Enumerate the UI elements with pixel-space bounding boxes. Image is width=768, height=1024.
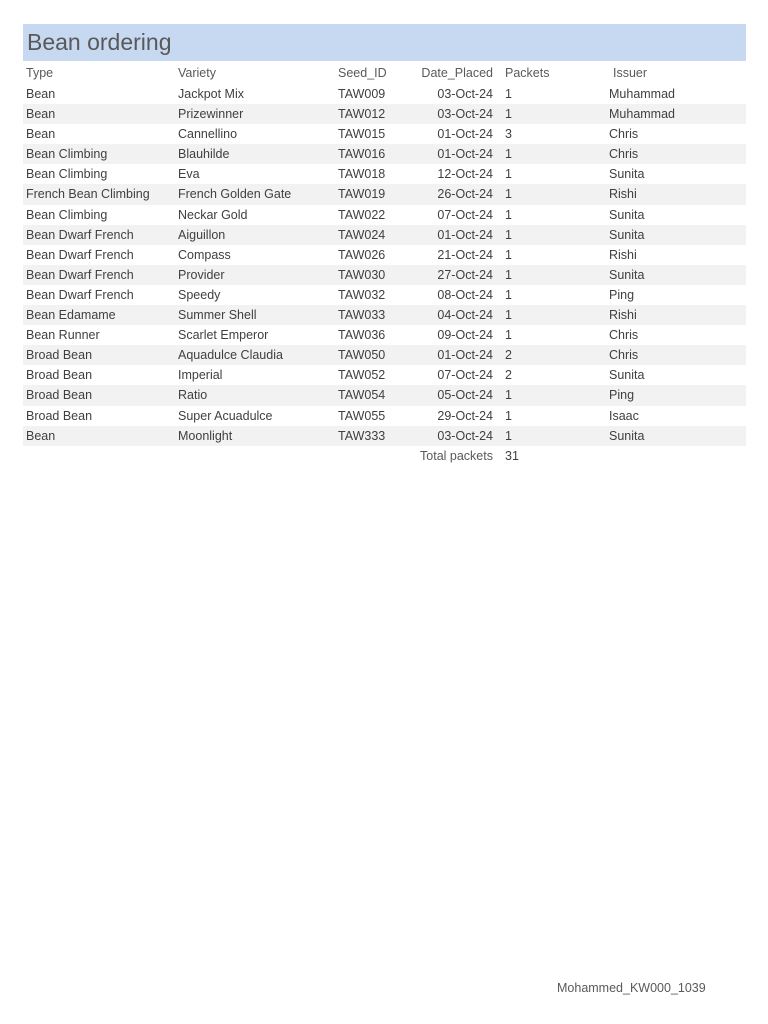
cell-variety: Ratio xyxy=(175,385,335,405)
cell-date-placed: 29-Oct-24 xyxy=(437,408,493,423)
cell-date-placed: 08-Oct-24 xyxy=(437,287,493,302)
cell-issuer: Chris xyxy=(609,127,639,142)
cell-seed-id: TAW022 xyxy=(338,207,386,222)
cell-issuer: Chris xyxy=(609,328,639,343)
header-seed-id: Seed_ID xyxy=(338,66,387,80)
cell-issuer: Sunita xyxy=(605,225,746,245)
cell-date-placed: 12-Oct-24 xyxy=(437,167,493,182)
cell-seed-id: TAW012 xyxy=(335,104,405,124)
cell-seed-id: TAW009 xyxy=(338,87,386,101)
cell-date-placed: 26-Oct-24 xyxy=(405,184,501,204)
header-date-placed: Date_Placed xyxy=(421,66,493,80)
cell-issuer: Muhammad xyxy=(609,87,675,101)
cell-issuer: Sunita xyxy=(605,426,746,446)
cell-issuer: Rishi xyxy=(609,247,637,262)
cell-issuer: Ping xyxy=(609,287,635,302)
cell-packets: 1 xyxy=(505,287,512,302)
cell-seed-id: TAW054 xyxy=(335,385,405,405)
cell-variety: Compass xyxy=(178,247,231,262)
cell-type: Bean Edamame xyxy=(23,305,175,325)
cell-variety: Blauhilde xyxy=(175,144,335,164)
cell-type: Bean xyxy=(23,104,175,124)
total-value: 31 xyxy=(505,448,519,463)
cell-variety: Summer Shell xyxy=(175,305,335,325)
cell-variety: Provider xyxy=(175,265,335,285)
cell-packets: 1 xyxy=(501,265,605,285)
cell-date-placed: 04-Oct-24 xyxy=(405,305,501,325)
cell-packets: 1 xyxy=(505,207,512,222)
cell-seed-id: TAW015 xyxy=(338,127,386,142)
cell-variety: Imperial xyxy=(178,368,223,383)
cell-seed-id: TAW026 xyxy=(338,247,386,262)
cell-packets: 1 xyxy=(501,184,605,204)
cell-type: Bean Dwarf French xyxy=(26,287,134,302)
cell-issuer: Rishi xyxy=(605,305,746,325)
cell-issuer: Ping xyxy=(605,385,746,405)
cell-seed-id: TAW050 xyxy=(335,345,405,365)
cell-packets: 1 xyxy=(501,385,605,405)
cell-date-placed: 07-Oct-24 xyxy=(437,207,493,222)
cell-type: Bean xyxy=(26,87,56,101)
header-type: Type xyxy=(26,66,54,80)
cell-date-placed: 07-Oct-24 xyxy=(437,368,493,383)
cell-variety: Neckar Gold xyxy=(178,207,248,222)
cell-packets: 1 xyxy=(501,104,605,124)
cell-variety: Scarlet Emperor xyxy=(178,328,269,343)
cell-packets: 1 xyxy=(501,305,605,325)
cell-packets: 1 xyxy=(505,167,512,182)
report-title: Bean ordering xyxy=(27,29,172,55)
cell-type: Broad Bean xyxy=(23,345,175,365)
orders-table xyxy=(23,61,746,466)
cell-type: French Bean Climbing xyxy=(23,184,175,204)
cell-variety: Speedy xyxy=(178,287,221,302)
cell-variety: Jackpot Mix xyxy=(178,87,244,101)
cell-type: Broad Bean xyxy=(26,368,93,383)
cell-issuer: Chris xyxy=(605,144,746,164)
cell-type: Broad Bean xyxy=(26,408,93,423)
cell-date-placed: 03-Oct-24 xyxy=(405,426,501,446)
cell-packets: 1 xyxy=(505,247,512,262)
cell-date-placed: 09-Oct-24 xyxy=(437,328,493,343)
cell-packets: 1 xyxy=(501,426,605,446)
cell-type: Bean Dwarf French xyxy=(23,225,175,245)
cell-type: Bean Runner xyxy=(26,328,100,343)
cell-date-placed: 01-Oct-24 xyxy=(405,144,501,164)
report-title-bar xyxy=(23,24,746,61)
cell-variety: Prizewinner xyxy=(175,104,335,124)
cell-issuer: Muhammad xyxy=(605,104,746,124)
cell-seed-id: TAW052 xyxy=(338,368,386,383)
cell-issuer: Chris xyxy=(605,345,746,365)
cell-variety: Cannellino xyxy=(178,127,238,142)
cell-packets: 1 xyxy=(505,87,512,101)
cell-variety: French Golden Gate xyxy=(175,184,335,204)
cell-seed-id: TAW033 xyxy=(335,305,405,325)
cell-date-placed: 01-Oct-24 xyxy=(405,225,501,245)
cell-issuer: Rishi xyxy=(605,184,746,204)
report xyxy=(23,24,746,466)
cell-type: Bean xyxy=(23,426,175,446)
cell-issuer: Sunita xyxy=(605,265,746,285)
cell-issuer: Sunita xyxy=(609,207,645,222)
cell-seed-id: TAW018 xyxy=(338,167,386,182)
cell-seed-id: TAW016 xyxy=(335,144,405,164)
cell-packets: 2 xyxy=(505,368,512,383)
cell-variety: Aiguillon xyxy=(175,225,335,245)
total-label: Total packets xyxy=(420,448,493,463)
cell-seed-id: TAW333 xyxy=(335,426,405,446)
cell-packets: 1 xyxy=(505,408,512,423)
cell-packets: 3 xyxy=(505,127,512,142)
cell-variety: Moonlight xyxy=(175,426,335,446)
cell-packets: 1 xyxy=(501,225,605,245)
cell-seed-id: TAW024 xyxy=(335,225,405,245)
cell-date-placed: 21-Oct-24 xyxy=(437,247,493,262)
cell-type: Bean Dwarf French xyxy=(23,265,175,285)
cell-issuer: Sunita xyxy=(609,368,645,383)
cell-type: Bean Dwarf French xyxy=(26,247,134,262)
cell-issuer: Isaac xyxy=(609,408,639,423)
cell-variety: Aquadulce Claudia xyxy=(175,345,335,365)
cell-date-placed: 03-Oct-24 xyxy=(405,104,501,124)
cell-seed-id: TAW019 xyxy=(335,184,405,204)
cell-type: Bean xyxy=(26,127,56,142)
cell-seed-id: TAW032 xyxy=(338,287,386,302)
cell-packets: 1 xyxy=(501,144,605,164)
cell-type: Bean Climbing xyxy=(23,144,175,164)
cell-type: Bean Climbing xyxy=(26,167,108,182)
cell-seed-id: TAW055 xyxy=(338,408,386,423)
cell-date-placed: 27-Oct-24 xyxy=(405,265,501,285)
cell-date-placed: 01-Oct-24 xyxy=(405,345,501,365)
cell-variety: Eva xyxy=(178,167,200,182)
cell-type: Broad Bean xyxy=(23,385,175,405)
cell-packets: 2 xyxy=(501,345,605,365)
cell-issuer: Sunita xyxy=(609,167,645,182)
cell-date-placed: 01-Oct-24 xyxy=(437,127,493,142)
cell-date-placed: 03-Oct-24 xyxy=(437,87,493,101)
header-variety: Variety xyxy=(178,66,216,80)
cell-seed-id: TAW036 xyxy=(338,328,386,343)
cell-date-placed: 05-Oct-24 xyxy=(405,385,501,405)
cell-seed-id: TAW030 xyxy=(335,265,405,285)
header-issuer: Issuer xyxy=(613,66,648,80)
cell-variety: Super Acuadulce xyxy=(178,408,273,423)
page-footer: Mohammed_KW000_1039 xyxy=(557,981,706,995)
cell-type: Bean Climbing xyxy=(26,207,108,222)
header-packets: Packets xyxy=(505,66,550,80)
cell-packets: 1 xyxy=(505,328,512,343)
